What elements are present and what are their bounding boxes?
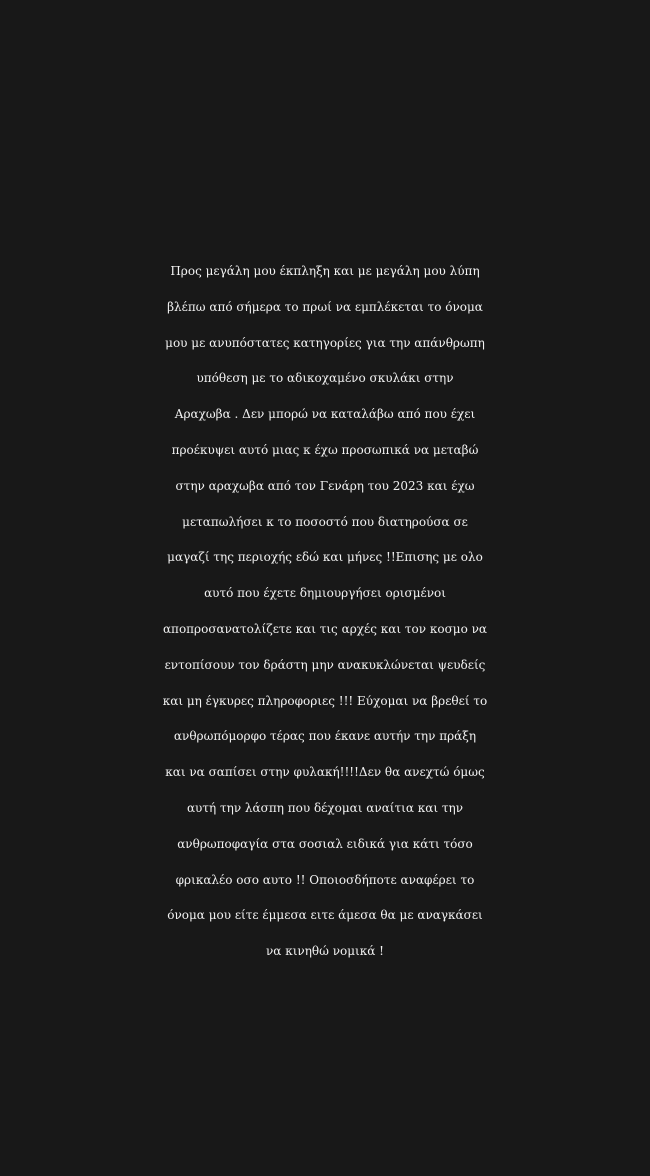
statement-line: μου με ανυπόστατες κατηγορίες για την απάνθρωπη <box>165 335 485 350</box>
statement-line: και να σαπίσει στην φυλακή!!!!Δεν θα ανεχτώ όμως <box>165 765 485 780</box>
statement-line: υπόθεση με το αδικοχαμένο σκυλάκι στην <box>196 371 454 386</box>
statement-line: αποπροσανατολίζετε και τις αρχές και τον κοσμο να <box>162 621 488 636</box>
statement-line: μαγαζί της περιοχής εδώ και μήνες !!Επισης με ολο <box>167 550 483 565</box>
statement-line: αυτή την λάσπη που δέχομαι αναίτια και την <box>186 800 464 815</box>
statement-line: όνομα μου είτε έμμεσα ειτε άμεσα θα με αναγκάσει <box>167 908 483 923</box>
statement-line: και μη έγκυρες πληροφοριες !!! Εύχομαι να βρεθεί το <box>162 693 488 708</box>
statement-line: εντοπίσουν τον δράστη μην ανακυκλώνεται ψευδείς <box>164 657 486 672</box>
statement-line: φρικαλέο οσο αυτο !! Οποιοσδήποτε αναφέρει το <box>175 872 475 887</box>
statement-text <box>0 254 650 970</box>
statement-line: προέκυψει αυτό μιας κ έχω προσωπικά να μεταβώ <box>171 442 479 457</box>
statement-line: στην αραχωβα από τον Γενάρη του 2023 και έχω <box>175 478 475 493</box>
statement-line: ανθρωποφαγία στα σοσιαλ ειδικά για κάτι τόσο <box>177 836 473 851</box>
statement-line: μεταπωλήσει κ το ποσοστό που διατηρούσα σε <box>182 514 468 529</box>
statement-line: Αραχωβα . Δεν μπορώ να καταλάβω από που έχει <box>174 407 476 422</box>
statement-line: βλέπω από σήμερα το πρωί να εμπλέκεται το όνομα <box>167 299 483 314</box>
statement-line: Προς μεγάλη μου έκπληξη και με μεγάλη μου λύπη <box>170 264 480 278</box>
statement-line: να κινηθώ νομικά ! <box>266 944 384 959</box>
statement-line: ανθρωπόμορφο τέρας που έκανε αυτήν την πράξη <box>173 729 477 744</box>
statement-line: αυτό που έχετε δημιουργήσει ορισμένοι <box>204 586 446 601</box>
